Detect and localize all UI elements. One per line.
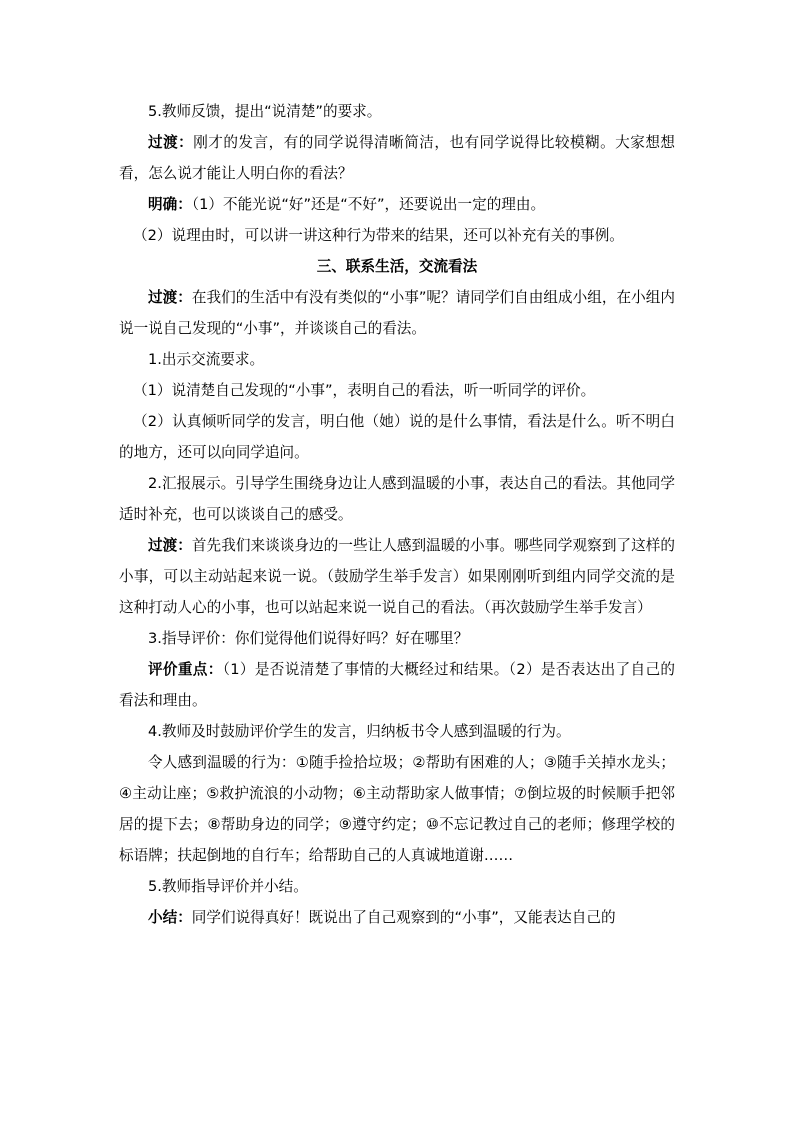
paragraph-text: （1）是否说清楚了事情的大概经过和结果。（2）是否表达出了自己的看法和理由。 [119, 661, 675, 709]
paragraph-label: 小结： [148, 909, 192, 926]
paragraph-text: 1.出示交流要求。 [148, 351, 265, 368]
paragraph-label: 过渡： [148, 134, 194, 151]
paragraph-guide-evaluation [119, 623, 675, 654]
paragraph-requirements [119, 344, 675, 375]
paragraph-text: 同学们说得真好！既说出了自己观察到的“小事”，又能表达自己的 [191, 909, 616, 926]
paragraph-text: （1）说清楚自己发现的“小事”，表明自己的看法，听一听同学的评价。 [133, 382, 596, 399]
paragraph-summary-step [119, 871, 675, 902]
paragraph-text: 令人感到温暖的行为：①随手捡拾垃圾；②帮助有困难的人；③随手关掉水龙头；④主动让座；⑤救护流浪的小动物；⑥主动帮助家人做事情；⑦倒垃圾的时候顺手把邻居的提下去；⑧帮助身边的同学；⑨遵守约定；⑩不忘记教过自己的老师；修理学校的标语牌；扶起倒地的自行车；给帮助自己的人真诚地道谢…… [119, 754, 675, 864]
paragraph-evaluation-focus [119, 654, 675, 716]
paragraph-encourage [119, 716, 675, 747]
paragraph-text: 在我们的生活中有没有类似的“小事”呢？请同学们自由组成小组，在小组内说一说自己发现的“小事”，并谈谈自己的看法。 [119, 289, 675, 337]
paragraph-text: （2）说理由时，可以讲一讲这种行为带来的结果，还可以补充有关的事例。 [133, 227, 624, 244]
paragraph-report [119, 468, 675, 530]
paragraph-warm-behaviors [119, 747, 675, 871]
paragraph-clarify [119, 189, 675, 220]
paragraph-text: 2.汇报展示。引导学生围绕身边让人感到温暖的小事，表达自己的看法。其他同学适时补充，也可以谈谈自己的感受。 [119, 475, 675, 523]
paragraph-transition-2 [119, 282, 675, 344]
paragraph-transition-3 [119, 530, 675, 623]
paragraph-label: 过渡： [148, 537, 192, 554]
paragraph-text: 4.教师及时鼓励评价学生的发言，归纳板书令人感到温暖的行为。 [148, 723, 571, 740]
paragraph-clarify-2 [119, 220, 675, 251]
paragraph-label: 评价重点： [148, 661, 223, 678]
paragraph-teacher-feedback [119, 96, 675, 127]
document-body [119, 96, 675, 933]
paragraph-text: （1）不能光说“好”还是“不好”，还要说出一定的理由。 [191, 196, 546, 213]
paragraph-label: 明确： [148, 196, 192, 213]
section-heading [119, 251, 675, 282]
paragraph-text: 首先我们来谈谈身边的一些让人感到温暖的小事。哪些同学观察到了这样的小事，可以主动站起来说一说。（鼓励学生举手发言）如果刚刚听到组内同学交流的是这种打动人心的小事，也可以站起来说一说自己的看法。（再次鼓励学生举手发言） [119, 537, 675, 616]
paragraph-text: 刚才的发言，有的同学说得清晰简洁，也有同学说得比较模糊。大家想想看，怎么说才能让人明白你的看法？ [119, 134, 675, 182]
paragraph-text: 3.指导评价：你们觉得他们说得好吗？好在哪里？ [148, 630, 469, 647]
paragraph-requirement-2 [119, 406, 675, 468]
heading-text: 三、联系生活，交流看法 [316, 258, 478, 275]
paragraph-text: 5.教师反馈，提出“说清楚”的要求。 [148, 103, 382, 120]
paragraph-text: （2）认真倾听同学的发言，明白他（她）说的是什么事情，看法是什么。听不明白的地方，还可以向同学追问。 [119, 413, 675, 461]
paragraph-requirement-1 [119, 375, 675, 406]
paragraph-summary [119, 902, 675, 933]
paragraph-text: 5.教师指导评价并小结。 [148, 878, 308, 895]
paragraph-label: 过渡： [148, 289, 192, 306]
paragraph-transition-1 [119, 127, 675, 189]
